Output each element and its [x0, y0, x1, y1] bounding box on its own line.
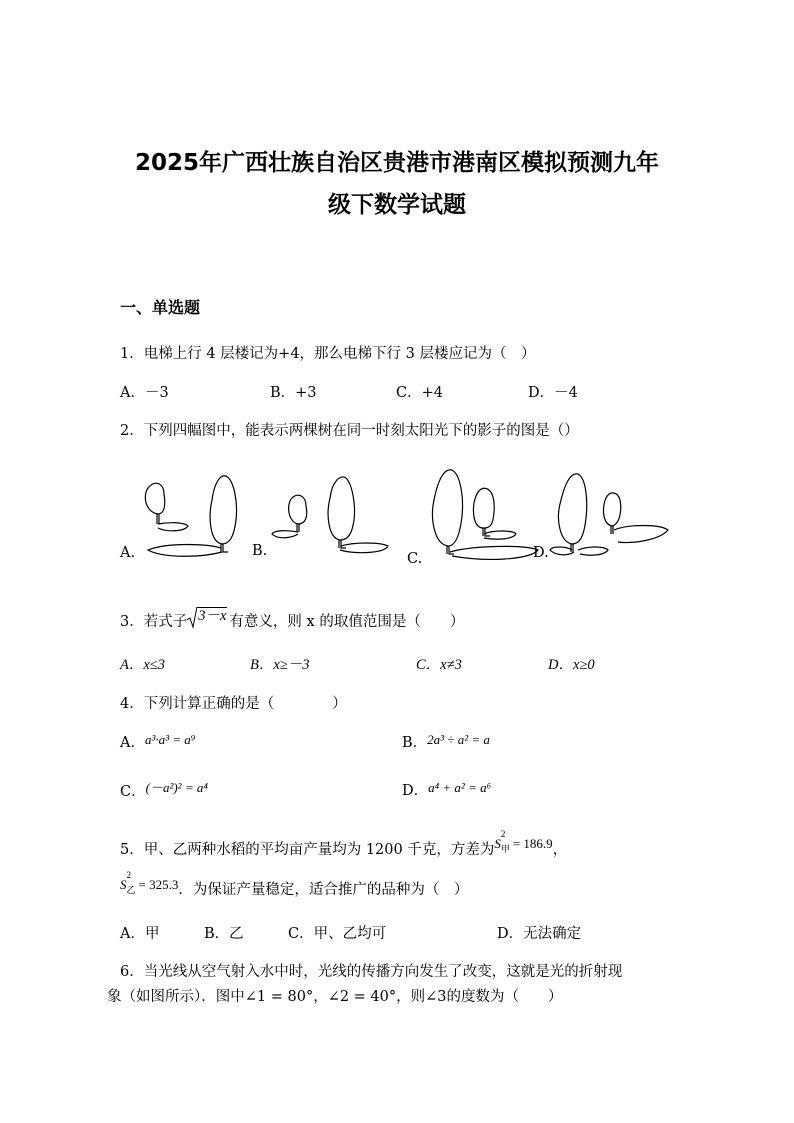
q6-stem-line-1: 6．当光线从空气射入水中时，光线的传播方向发生了改变，这就是光的折射现: [120, 964, 623, 980]
q3-option-a: A．x≤3: [120, 657, 166, 673]
variance-yi-sub: 乙: [126, 886, 136, 896]
q4-option-a-label: A．: [120, 735, 145, 751]
section-heading-single-choice: 一、单选题: [120, 298, 201, 317]
q3-stem-after: 有意义，则 x 的取值范围是（ ）: [229, 614, 465, 630]
q4-option-c-expr: (－a²)² = a⁴: [145, 780, 208, 795]
q2-figure-a: [138, 466, 248, 558]
q5-comma: ，: [552, 842, 568, 858]
q5-stem-part-a: 5．甲、乙两种水稻的平均亩产量均为 1200 千克，方差为: [120, 842, 495, 858]
radical-sign-icon: [187, 607, 197, 629]
q3-option-b: B．x≥－3: [250, 657, 310, 673]
q3-stem-before: 3．若式子: [120, 614, 188, 630]
q1-option-a: A．－3: [120, 385, 169, 401]
variance-jia-value: = 186.9: [512, 836, 553, 851]
q4-option-b: [402, 731, 490, 752]
q2-label-c: C.: [407, 551, 423, 567]
q2-label-b: B.: [252, 543, 268, 559]
q3-stem: [120, 610, 464, 631]
q4-option-c: [120, 780, 208, 801]
q5-stem-line-2: [120, 870, 469, 899]
q4-stem: 4．下列计算正确的是（ ）: [120, 696, 347, 712]
q4-option-a: [120, 731, 195, 752]
q3-option-d: D．x≥0: [548, 657, 595, 673]
q2-label-a: A.: [120, 545, 136, 561]
q1-option-c: C．+4: [396, 385, 443, 401]
q4-option-c-label: C．: [120, 784, 146, 800]
q2-figure-b: [268, 470, 392, 556]
q5-stem-part-b: ．为保证产量稳定，适合推广的品种为（ ）: [178, 882, 469, 898]
q3-option-c: C．x≠3: [416, 657, 462, 673]
q2-stem: 2．下列四幅图中，能表示两棵树在同一时刻太阳光下的影子的图是（）: [120, 423, 579, 439]
q5-option-b: B．乙: [204, 926, 244, 942]
q5-option-d: D．无法确定: [497, 926, 582, 942]
document-title-line-1: 2025年广西壮族自治区贵港市港南区模拟预测九年: [134, 150, 659, 176]
q5-stem-line-1: [120, 829, 568, 859]
variance-yi-value: = 325.3: [138, 877, 179, 892]
q2-label-d: D.: [533, 545, 549, 561]
q4-option-d-expr: a⁴ + a² = a⁶: [428, 780, 492, 795]
q4-option-d-label: D．: [402, 783, 429, 799]
variance-jia-sub: 甲: [500, 845, 510, 855]
q5-option-a: A．甲: [120, 926, 160, 942]
q2-figure-c: [424, 462, 548, 566]
q3-radicand: 3－x: [198, 608, 227, 624]
q5-option-c: C．甲、乙均可: [288, 926, 387, 942]
q6-stem-line-2: 象（如图所示）．图中∠1 = 80°，∠2 = 40°，则∠3的度数为（ ）: [107, 989, 563, 1005]
q4-option-d: [402, 779, 491, 800]
q4-option-b-expr: 2a³ ÷ a² = a: [427, 732, 490, 747]
variance-jia: S 2 $_甲$ = 186.9: [494, 829, 553, 855]
q1-stem: 1．电梯上行 4 层楼记为+4，那么电梯下行 3 层楼应记为（ ）: [120, 346, 536, 362]
variance-yi: S 2 $_乙$ = 325.3: [120, 870, 179, 896]
q2-figure-d: [548, 466, 672, 560]
q4-option-a-expr: a³·a³ = a⁹: [144, 732, 196, 747]
document-title-line-2: 级下数学试题: [328, 192, 466, 218]
q1-option-b: B．+3: [270, 385, 317, 401]
q1-option-d: D．－4: [528, 385, 578, 401]
sqrt-radical: [187, 608, 227, 630]
q4-option-b-label: B．: [402, 735, 428, 751]
